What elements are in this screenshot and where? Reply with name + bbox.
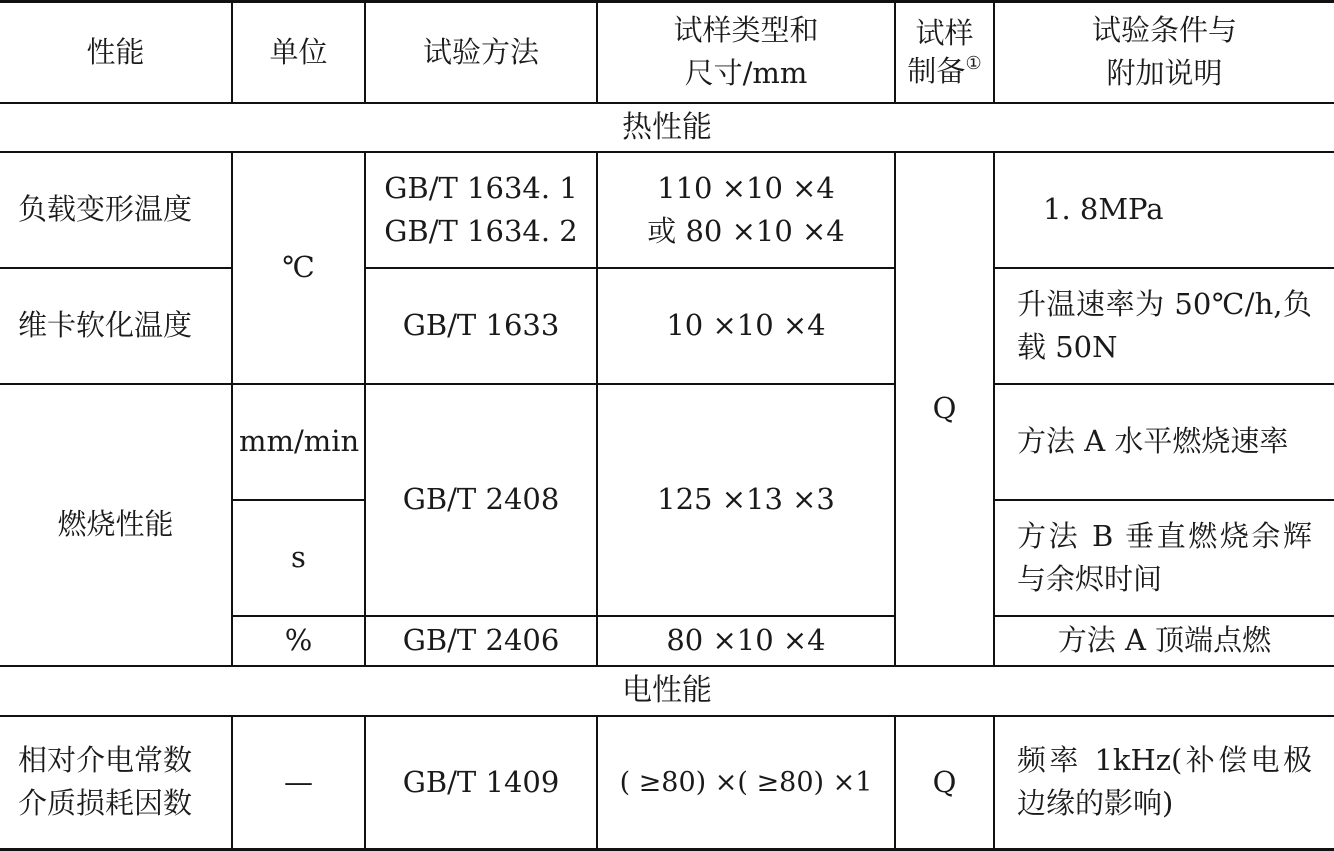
table-row [0,716,1334,850]
header-prep-cell [895,2,994,103]
cell-unit: mm/min [232,384,365,500]
cell-method: GB/T 2406 [365,616,597,666]
cell-unit: % [232,616,365,666]
header-specimen: 试样类型和 尺寸/mm [597,2,895,103]
header-prep: 试样 制备 [907,16,974,89]
header-unit: 单位 [232,2,365,103]
cell-conditions: 方法 A 顶端点燃 [994,616,1334,666]
cell-conditions: 升温速率为 50℃/h,负载 50N [994,268,1334,384]
cell-performance: 相对介电常数 介质损耗因数 [0,716,232,850]
cell-method: GB/T 1409 [365,716,597,850]
header-performance: 性能 [0,2,232,103]
table-row [0,384,1334,500]
cell-prep: Q [895,152,994,666]
cell-performance: 负载变形温度 [0,152,232,268]
cell-unit: — [232,716,365,850]
section-row [0,666,1334,716]
cell-unit: ℃ [232,152,365,384]
cell-unit: s [232,500,365,616]
cell-conditions: 方法 A 水平燃烧速率 [994,384,1334,500]
cell-method: GB/T 1633 [365,268,597,384]
section-electrical: 电性能 [0,666,1334,716]
cell-specimen: 80 ×10 ×4 [597,616,895,666]
header-prep-footnote: ① [965,53,982,75]
cell-specimen: ( ≥80) ×( ≥80) ×1 [597,716,895,850]
header-conditions: 试验条件与 附加说明 [994,2,1334,103]
cell-specimen: 110 ×10 ×4 或 80 ×10 ×4 [597,152,895,268]
cell-performance: 维卡软化温度 [0,268,232,384]
header-method: 试验方法 [365,2,597,103]
cell-prep: Q [895,716,994,850]
cell-specimen: 10 ×10 ×4 [597,268,895,384]
section-thermal: 热性能 [0,103,1334,152]
table-row [0,268,1334,384]
table-row [0,152,1334,268]
section-row [0,103,1334,152]
cell-conditions: 方法 B 垂直燃烧余辉与余烬时间 [994,500,1334,616]
cell-performance: 燃烧性能 [0,384,232,666]
cell-specimen: 125 ×13 ×3 [597,384,895,616]
cell-method: GB/T 1634. 1 GB/T 1634. 2 [365,152,597,268]
cell-method: GB/T 2408 [365,384,597,616]
cell-conditions: 1. 8MPa [994,152,1334,268]
cell-conditions: 频率 1kHz(补偿电极边缘的影响) [994,716,1334,850]
header-row [0,2,1334,103]
